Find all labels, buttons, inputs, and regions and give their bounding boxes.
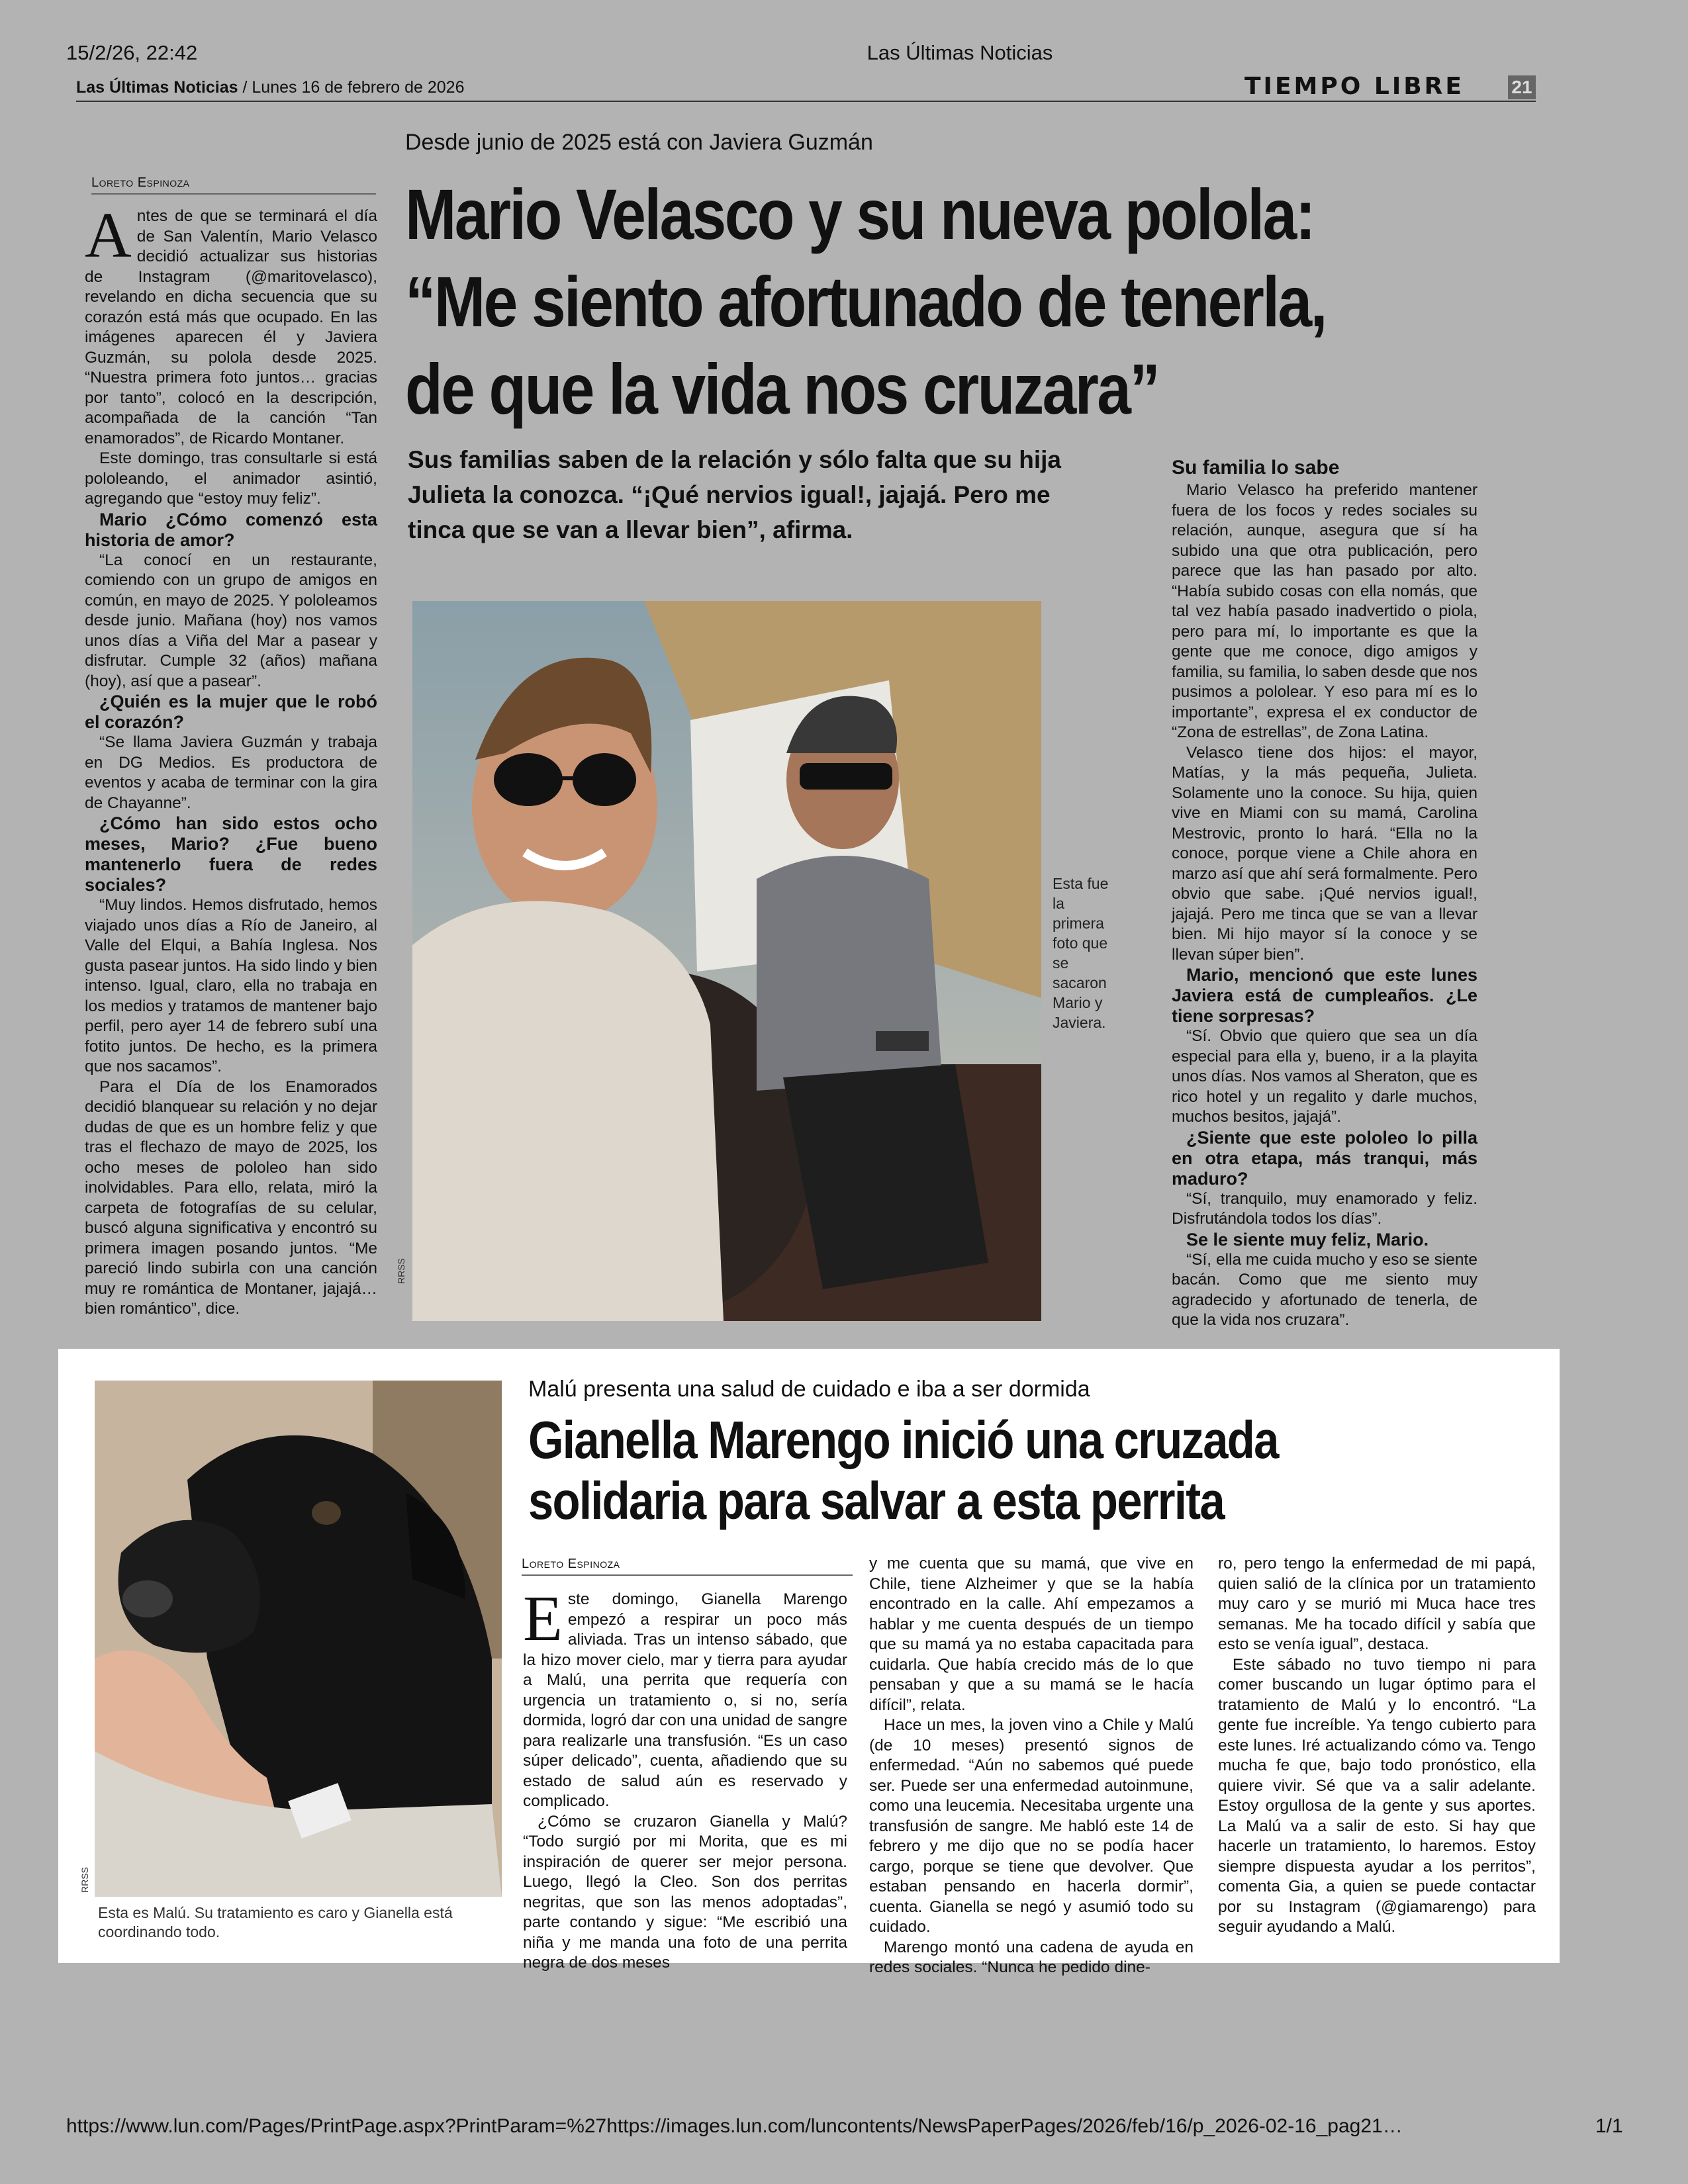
paragraph: Hace un mes, la joven vino a Chile y Malú (de 10 meses) presentó signos de enfermedad. “Aún no sabemos qué puede ser. Puede ser una enfermedad autoinmune, como una leucemia. Necesitaba urgente una transfusión de sangre. Me habló este 14 de febrero y me dijo que no se podía hacer cargo, porque se tiene que devolver. Que estaban pensando en hacerla dormir”, cuenta. Gianella se negó y asumió todo su cuidado. [869,1716,1194,1936]
article2-col3 [1218,1554,1536,1938]
question: Mario ¿Cómo comenzó esta historia de amor? [85,509,377,550]
headline-line-3: de que la vida nos cruzara” [405,349,1159,429]
photo-credit: RRSS [396,1258,406,1284]
paragraph: “Se llama Javiera Guzmán y trabaja en DG Medios. Es productora de eventos y acaba de terminar con la gira de Chayanne”. [85,733,377,812]
article1-col1 [85,200,377,1320]
paragraph: “Sí, ella me cuida mucho y eso se siente bacán. Como que me siento muy agradecido y afortunado de tenerla, de que la vida nos cruzara”. [1172,1250,1477,1329]
question: ¿Cómo han sido estos ocho meses, Mario? ¿Fue bueno mantenerlo fuera de redes sociales? [85,813,377,895]
page-number: 21 [1508,75,1536,99]
article1-col3 [1172,457,1477,1331]
paragraph: Marengo montó una cadena de ayuda en redes sociales. “Nunca he pedido dine- [869,1938,1194,1976]
dropcap: A [85,200,132,271]
question: ¿Quién es la mujer que le robó el corazón? [85,692,377,732]
dog-photo-credit: RRSS [79,1867,90,1893]
paragraph: Velasco tiene dos hijos: el mayor, Matías, y la más pequeña, Julieta. Solamente uno la conoce. Su hija, quien vive en Miami con su mamá, Carolina Mestrovic, pronto lo hará. “Ella no la conoce, porque viene a Chile ahora en marzo así que ahí será formalmente. Pero obvio que sabe. ¡Qué nervios igual!, jajajá. Pero me tinca que se van a llevar bien. Mi hijo mayor sí la conoce y se llevan súper bien”. [1172,743,1477,964]
print-page-title: Las Últimas Noticias [867,41,1053,64]
question: Mario, mencionó que este lunes Javiera está de cumpleaños. ¿Le tiene sorpresas? [1172,965,1477,1026]
article2-headline [528,1410,1325,1531]
masthead-rule [76,101,1536,102]
article1-kicker: Desde junio de 2025 está con Javiera Guzmán [405,130,873,155]
paragraph: y me cuenta que su mamá, que vive en Chile, tiene Alzheimer y que se la había encontrado en la calle. Ahí empezamos a hablar y me cuenta después de un tiempo que su mamá ya no estaba capacitada para cuidarla. Que había crecido más de lo que pensaban y que a su mamá se le hacía difícil”, relata. [869,1555,1194,1714]
headline-line-2: “Me siento afortunado de tenerla, [405,261,1326,341]
paragraph: ro, pero tengo la enfermedad de mi papá, quien salió de la clínica por un tratamiento muy caro y se murió mi Muca hace tres semanas. Me ha tocado difícil y sabía que esto se venía igual”, destaca. [1218,1555,1536,1653]
article2-headline-line-1: Gianella Marengo inició una cruzada [528,1410,1278,1469]
section-name: TIEMPO LIBRE [1244,73,1464,100]
dog-photo [95,1381,502,1897]
article1-headline [405,171,1395,433]
paragraph: ¿Cómo se cruzaron Gianella y Malú? “Todo surgió por mi Morita, que es mi inspiración de querer ser mejor persona. Luego, llegó la Cleo. Son dos perritas negritas, que son las menos adoptadas”, parte contando y sigue: “Me escribió una niña y me manda una foto de una perrita negra de dos meses [523,1812,847,1972]
paragraph: “Sí, tranquilo, muy enamorado y feliz. Disfrutándola todos los días”. [1172,1189,1477,1228]
question: Se le siente muy feliz, Mario. [1186,1229,1429,1250]
masthead-left: Las Últimas Noticias / Lunes 16 de febrero de 2026 [76,78,465,97]
paragraph: Para el Día de los Enamorados decidió blanquear su relación y no dejar dudas de que es un hombre feliz y que tras el flechazo de mayo de 2025, los ocho meses de pololeo han sido inolvidables. Para ello, relata, miró la carpeta de fotografías de su celular, buscó alguna significativa y encontró su primera imagen posando juntos. “Me pareció lindo subirla con una canción muy re romántica de Montaner, jajajá… bien romántico”, dice. [85,1077,377,1318]
article2-dropcap: E [523,1583,563,1655]
article1-deck: Sus familias saben de la relación y sólo falta que su hija Julieta la conozca. “¡Qué nervios igual!, jajajá. Pero me tinca que se van a llevar bien”, afirma. [408,446,1062,543]
paragraph: Mario Velasco ha preferido mantener fuera de los focos y redes sociales su relación, aunque, asegura que sí ha subido una que otra publicación, pero parece que las han pasado por alto. “Había subido cosas con ella nomás, que tal vez había pasado inadvertido o piola, pero para mí, lo importante es que la gente que me conoce, digo amigos y familia, su familia, lo saben desde que nos pusimos a pololear. Y eso para mí es lo importante”, expresa el ex conductor de “Zona de estrellas”, de Zona Latina. [1172,481,1477,741]
paragraph: Este domingo, tras consultarle si está pololeando, el animador asintió, agregando que “estoy muy feliz”. [85,449,377,508]
paragraph: “Muy lindos. Hemos disfrutado, hemos viajado unos días a Río de Janeiro, al Valle del Elqui, a Bahía Inglesa. Nos gusta pasear juntos. Ha sido lindo y bien intenso. Igual, claro, ella no trabaja en los medios y tratamos de mantener bajo perfil, pero ayer 14 de febrero subí una fotito juntos. De hecho, es la primera que nos sacamos”. [85,896,377,1075]
question: ¿Siente que este pololeo lo pilla en otra etapa, más tranqui, más maduro? [1172,1127,1477,1189]
article2-byline: Loreto Espinoza [522,1557,853,1576]
print-url[interactable]: https://www.lun.com/Pages/PrintPage.aspx?PrintParam=%27https://images.lun.com/luncontents/NewsPaperPages/2026/feb/16/p_2026-02-16_pag21… [66,2115,1403,2137]
paper-name: Las Últimas Noticias [76,78,238,97]
couple-photo [412,601,1041,1321]
article1-byline: Loreto Espinoza [91,175,376,195]
article2-kicker: Malú presenta una salud de cuidado e iba a ser dormida [528,1377,1090,1402]
dog-photo-illustration [95,1381,502,1897]
print-page-count: 1/1 [1595,2115,1623,2137]
print-datetime: 15/2/26, 22:42 [66,41,198,64]
dog-photo-caption: Esta es Malú. Su tratamiento es caro y Gianella está coordinando todo. [98,1904,453,1940]
paragraph: “Sí. Obvio que quiero que sea un día especial para ella y, bueno, ir a la playita unos días. Nos vamos al Sheraton, que es rico hotel y un regalito y darle muchos, muchos besitos, jajajá”. [1172,1027,1477,1126]
headline-line-1: Mario Velasco y su nueva polola: [405,174,1315,254]
masthead-date: Lunes 16 de febrero de 2026 [252,78,465,97]
paragraph: “La conocí en un restaurante, comiendo con un grupo de amigos en común, en mayo de 2025. Y pololeamos desde junio. Mañana (hoy) nos vamos unos días a Viña del Mar a pasear y disfrutar. Cumple 32 (años) mañana (hoy), así que a pasear”. [85,551,377,690]
article2-col1 [523,1583,847,1974]
paragraph: ntes de que se terminará el día de San Valentín, Mario Velasco decidió actualizar sus historias de Instagram (@maritovelasco), revelando en dicha secuencia que su corazón está más que ocupado. En las imágenes aparecen él y Javiera Guzmán, su polola desde 2025. “Nuestra primera foto juntos… gracias por tanto”, colocó en la descripción, acompañada de la canción “Tan enamorados”, de Ricardo Montaner. [85,207,377,447]
article2-col2 [869,1554,1194,1978]
article2-headline-line-2: solidaria para salvar a esta perrita [528,1471,1224,1530]
couple-photo-illustration [412,601,1041,1321]
paragraph: Este sábado no tuvo tiempo ni para comer buscando un lugar óptimo para el tratamiento de Malú y lo encontró. “La gente fue increíble. Ya tengo cubierto para este lunes. Iré actualizando cómo va. Tengo mucha fe que, bajo todo pronóstico, ella quiere vivir. Sé que va a salir adelante. Estoy orgullosa de la gente y sus aportes. La Malú va a salir de esto. Si hay que hacerle un tratamiento, lo haremos. Estoy siempre dispuesta ayudar a los perritos”, comenta Gia, a quien se puede contactar por su Instagram (@giamarengo) para seguir ayudando a Malú. [1218,1655,1536,1936]
paragraph: ste domingo, Gianella Marengo empezó a respirar un poco más aliviada. Tras un intenso sábado, que la hizo mover cielo, mar y tierra para ayudar a Malú, una perrita que requería con urgencia un tratamiento o, si no, sería dormida, logró dar con una unidad de sangre para realizarle una transfusión. “Es un caso súper delicado”, cuenta, añadiendo que su estado de salud aún es reservado y complicado. [523,1590,847,1810]
subhead-familia: Su familia lo sabe [1172,457,1340,478]
photo-caption: Esta fue la primera foto que se sacaron Mario y Javiera. [1053,875,1109,1031]
